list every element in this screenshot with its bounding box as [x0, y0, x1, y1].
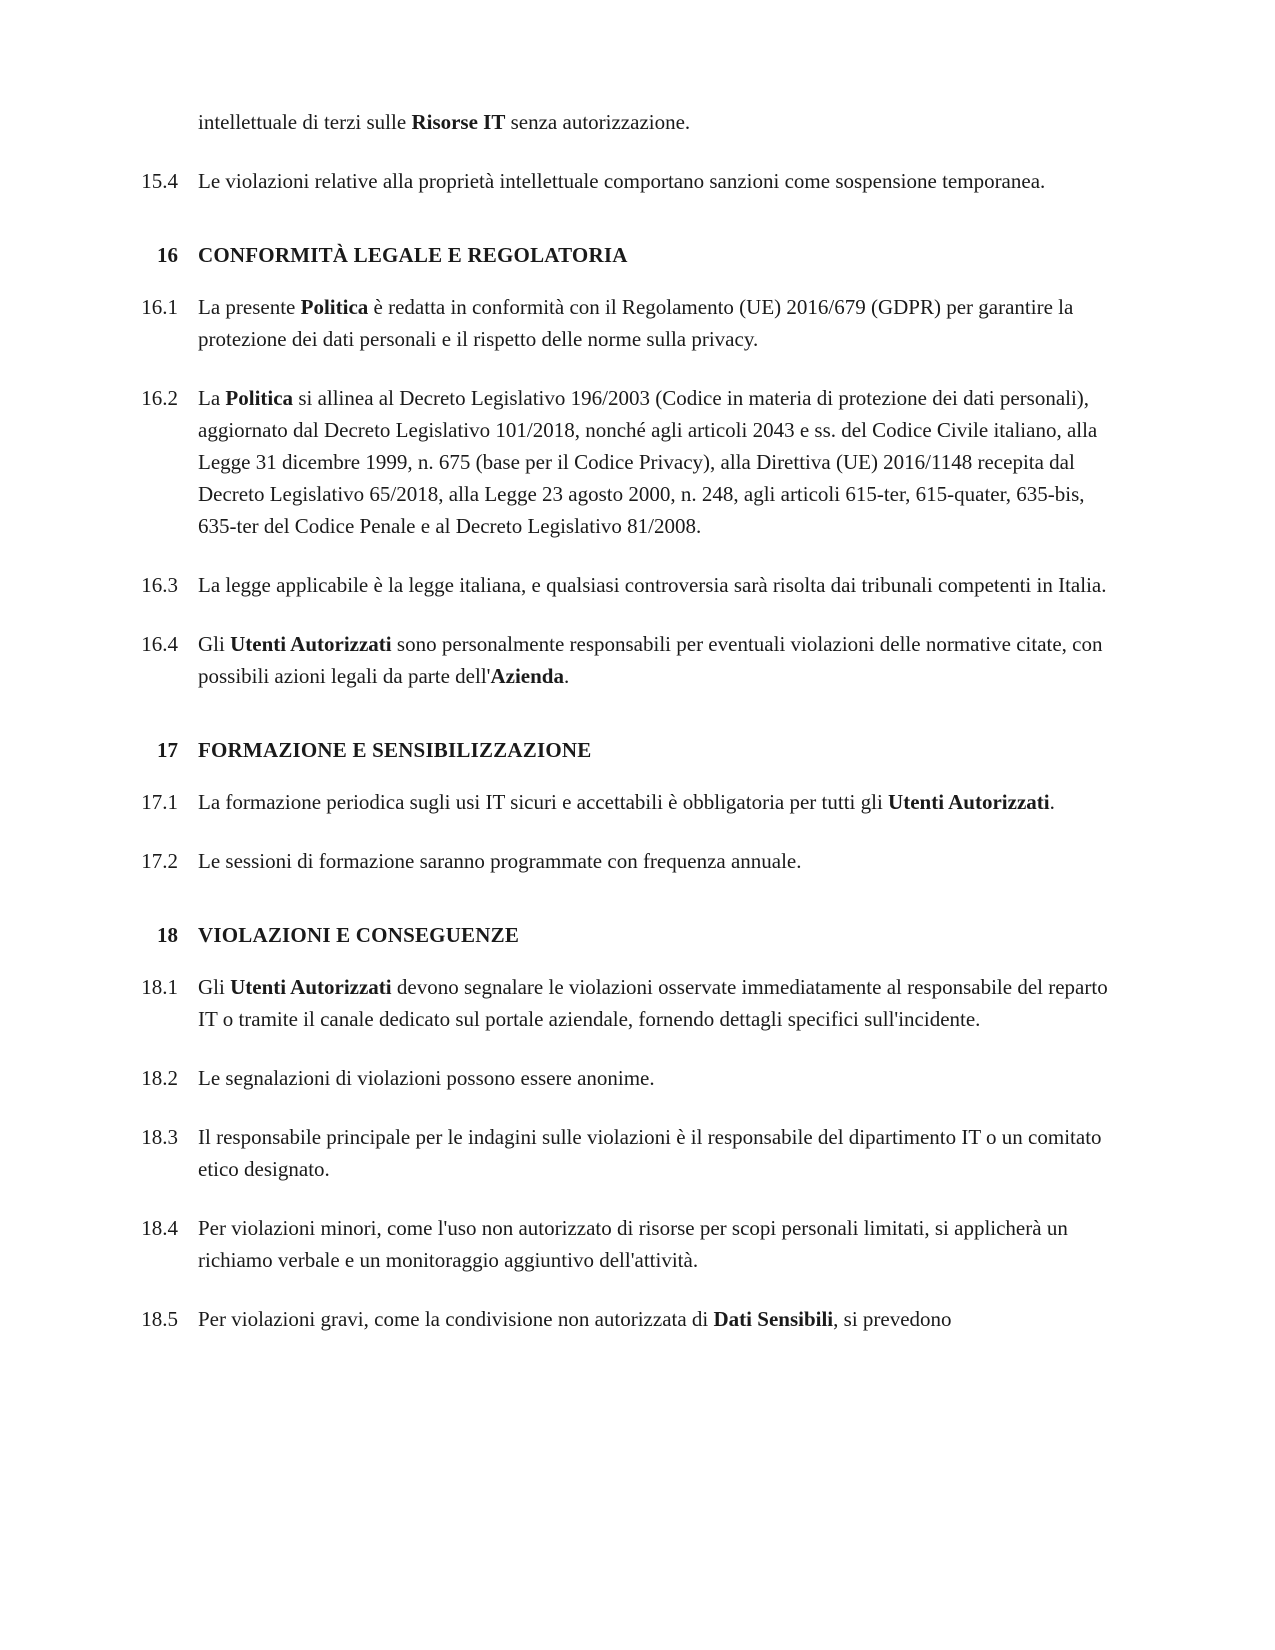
clause-text: [178, 1121, 1117, 1185]
defined-term: Dati Sensibili: [713, 1307, 834, 1331]
text-run: La: [198, 386, 226, 410]
text-run: .: [1049, 790, 1055, 814]
clause-number: 16.3: [141, 573, 178, 597]
section-title: CONFORMITÀ LEGALE E REGOLATORIA: [198, 243, 628, 267]
text-run: devono segnalare le violazioni osservate immediatamente al responsabile del reparto IT o tramite il canale dedicato sul portale aziendale, fornendo dettagli specifici sull'incidente.: [198, 975, 1108, 1031]
text-run: Per violazioni minori, come l'uso non autorizzato di risorse per scopi personali limitati, si applicherà un richiamo verbale e un monitoraggio aggiuntivo dell'attività.: [198, 1216, 1068, 1272]
clause-number: 17.2: [141, 849, 178, 873]
clause-text: [178, 786, 1117, 818]
section-number: 17: [157, 738, 178, 762]
clause-number: 18.5: [141, 1307, 178, 1331]
clause-number: 18.4: [141, 1216, 178, 1240]
section-title: FORMAZIONE E SENSIBILIZZAZIONE: [198, 738, 592, 762]
numbered-clause: [140, 628, 1117, 692]
clause-number: 16.2: [141, 386, 178, 410]
clause-number: 18.2: [141, 1066, 178, 1090]
text-run: si allinea al Decreto Legislativo 196/2003 (Codice in materia di protezione dei dati personali), aggiornato dal Decreto Legislativo 101/2018, nonché agli articoli 2043 e ss. del Codice Civile italiano, alla Legge 31 dicembre 1999, n. 675 (base per il Codice Privacy), alla Direttiva (UE) 2016/1148 recepita dal Decreto Legislativo 65/2018, alla Legge 23 agosto 2000, n. 248, agli articoli 615-ter, 615-quater, 635-bis, 635-ter del Codice Penale e al Decreto Legislativo 81/2008.: [198, 386, 1098, 538]
text-run: sono personalmente responsabili per eventuali violazioni delle normative citate, con possibili azioni legali da parte dell': [198, 632, 1103, 688]
text-run: intellettuale di terzi sulle: [198, 110, 412, 134]
clause-number: 18.3: [141, 1125, 178, 1149]
numbered-clause: [140, 1121, 1117, 1185]
text-run: .: [563, 664, 570, 688]
numbered-clause: [140, 1303, 1117, 1335]
defined-term: Risorse IT: [411, 110, 506, 134]
defined-term: Politica: [225, 386, 294, 410]
text-run: , si prevedono: [833, 1307, 952, 1331]
numbered-clause: [140, 786, 1117, 818]
clause-text: [178, 1062, 1117, 1094]
clause-text: [178, 971, 1117, 1035]
numbered-clause: [140, 1212, 1117, 1276]
clause-text: [178, 382, 1117, 542]
clause-text: [178, 1212, 1117, 1276]
clause-number: 15.4: [141, 169, 178, 193]
numbered-clause: [140, 165, 1117, 197]
text-run: Gli: [198, 632, 231, 656]
clause-text: [178, 106, 1117, 138]
text-run: senza autorizzazione.: [505, 110, 691, 134]
numbered-clause: [140, 971, 1117, 1035]
defined-term: Utenti Autorizzati: [888, 790, 1050, 814]
numbered-clause: [140, 569, 1117, 601]
defined-term: Azienda: [490, 664, 564, 688]
section-heading: [140, 734, 1117, 766]
text-run: Per violazioni gravi, come la condivisione non autorizzata di: [198, 1307, 714, 1331]
clause-text: [178, 1303, 1117, 1335]
text-run: Le sessioni di formazione saranno programmate con frequenza annuale.: [198, 849, 802, 873]
defined-term: Utenti Autorizzati: [230, 975, 392, 999]
clause-text: [178, 845, 1117, 877]
section-title: VIOLAZIONI E CONSEGUENZE: [198, 923, 520, 947]
clause-number: 18.1: [141, 975, 178, 999]
text-run: La presente: [198, 295, 301, 319]
numbered-clause: [140, 1062, 1117, 1094]
section-number: 16: [157, 243, 178, 267]
text-run: La formazione periodica sugli usi IT sicuri e accettabili è obbligatoria per tutti gli: [198, 790, 889, 814]
text-run: Gli: [198, 975, 231, 999]
clause-number: 16.4: [141, 632, 178, 656]
section-heading: [140, 239, 1117, 271]
section-heading: [140, 919, 1117, 951]
clause-text: [178, 628, 1117, 692]
defined-term: Utenti Autorizzati: [230, 632, 392, 656]
numbered-clause: [140, 382, 1117, 542]
text-run: Il responsabile principale per le indagini sulle violazioni è il responsabile del dipartimento IT o un comitato etico designato.: [198, 1125, 1102, 1181]
clause-text: [178, 569, 1117, 601]
numbered-clause: [140, 845, 1117, 877]
clause-text: [178, 165, 1117, 197]
numbered-clause: [140, 291, 1117, 355]
clause-number: 16.1: [141, 295, 178, 319]
clause-number: 17.1: [141, 790, 178, 814]
text-run: Le segnalazioni di violazioni possono essere anonime.: [198, 1066, 655, 1090]
defined-term: Politica: [300, 295, 369, 319]
text-run: La legge applicabile è la legge italiana, e qualsiasi controversia sarà risolta dai tribunali competenti in Italia.: [198, 573, 1107, 597]
text-run: è redatta in conformità con il Regolamento (UE) 2016/679 (GDPR) per garantire la protezione dei dati personali e il rispetto delle norme sulla privacy.: [198, 295, 1074, 351]
section-number: 18: [157, 923, 178, 947]
continued-paragraph: [140, 106, 1117, 138]
text-run: Le violazioni relative alla proprietà intellettuale comportano sanzioni come sospensione temporanea.: [198, 169, 1046, 193]
clause-text: [178, 291, 1117, 355]
